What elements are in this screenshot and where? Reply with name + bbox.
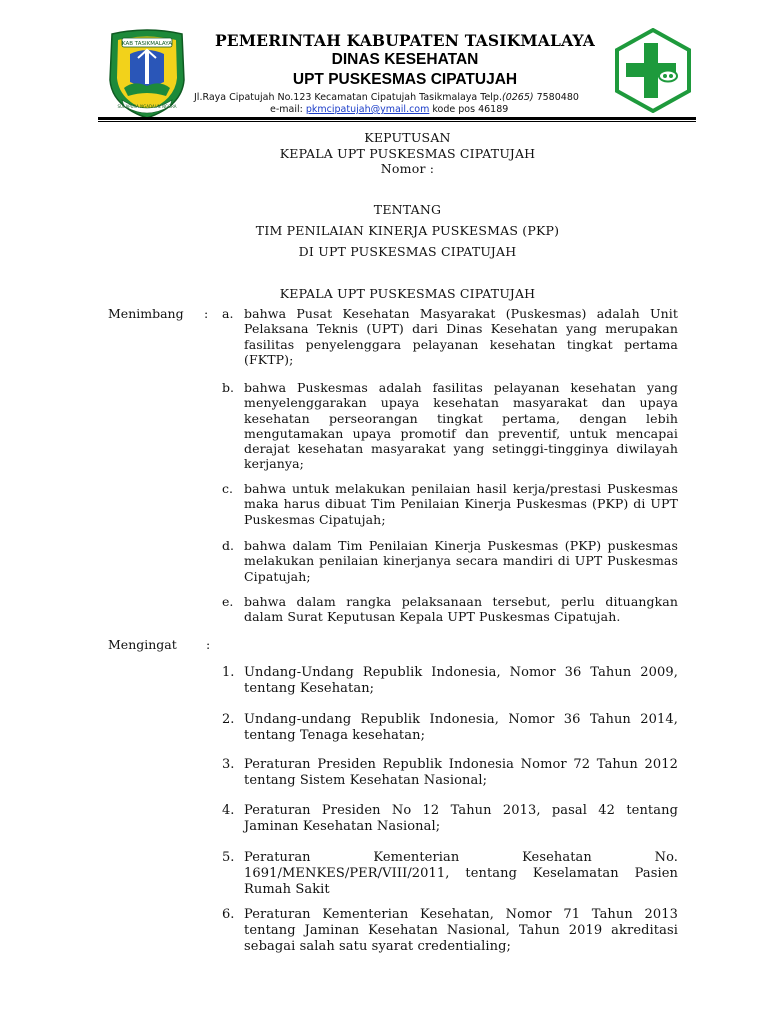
unit-name: UPT PUSKESMAS CIPATUJAH bbox=[292, 71, 518, 88]
menimbang-letter: c. bbox=[222, 481, 233, 496]
phone-area-code: (0265) bbox=[501, 92, 534, 103]
menimbang-item: bahwa Puskesmas adalah fasilitas pelayanan kesehatan yang menyelenggarakan upaya kesehatan masyarakat dan upaya kesehatan perseorangan tingkat pertama, dengan lebih mengutamakan upaya promotif dan preventif, untuk mencapai derajat kesehatan masyarakat yang setinggi-tingginya diwilayah kerjanya; bbox=[244, 380, 678, 472]
address-line bbox=[194, 92, 614, 103]
puskesmas-logo bbox=[613, 28, 693, 113]
department-name: DINAS KESEHATAN bbox=[331, 51, 479, 68]
mengingat-number: 5. bbox=[222, 850, 235, 865]
mengingat-item: Undang-Undang Republik Indonesia, Nomor 36 Tahun 2009, tentang Kesehatan; bbox=[244, 665, 678, 696]
decree-issuer-repeat: KEPALA UPT PUSKESMAS CIPATUJAH bbox=[279, 286, 536, 301]
mengingat-item: Peraturan Kementerian Kesehatan No. 1691/MENKES/PER/VIII/2011, tentang Keselamatan Pasien Rumah Sakit bbox=[244, 850, 678, 897]
email-label: e-mail: bbox=[270, 104, 306, 115]
svg-text:KAB TASIKMALAYA: KAB TASIKMALAYA bbox=[122, 41, 172, 47]
decree-number: Nomor : bbox=[380, 161, 435, 176]
mengingat-item: Peraturan Presiden No 12 Tahun 2013, pasal 42 tentang Jaminan Kesehatan Nasional; bbox=[244, 803, 678, 834]
menimbang-item: bahwa dalam rangka pelaksanaan tersebut, perlu dituangkan dalam Surat Keputusan Kepala UPT Puskesmas Cipatujah. bbox=[244, 594, 678, 625]
mengingat-item: Undang-undang Republik Indonesia, Nomor 36 Tahun 2014, tentang Tenaga kesehatan; bbox=[244, 712, 678, 743]
decree-about: TENTANG bbox=[373, 202, 442, 217]
mengingat-number: 3. bbox=[222, 757, 235, 772]
contact-line bbox=[270, 104, 570, 115]
mengingat-number: 2. bbox=[222, 712, 235, 727]
menimbang-letter: a. bbox=[222, 306, 234, 321]
decree-title: KEPUTUSAN bbox=[364, 130, 451, 145]
address-text: Jl.Raya Cipatujah No.123 Kecamatan Cipatujah Tasikmalaya Telp. bbox=[194, 92, 502, 103]
decree-subject-line1: TIM PENILAIAN KINERJA PUSKESMAS (PKP) bbox=[255, 223, 560, 238]
menimbang-item: bahwa untuk melakukan penilaian hasil kerja/prestasi Puskesmas maka harus dibuat Tim Penilaian Kinerja Puskesmas (PKP) di UPT Puskesmas Cipatujah; bbox=[244, 481, 678, 527]
menimbang-item: bahwa Pusat Kesehatan Masyarakat (Puskesmas) adalah Unit Pelaksana Teknis (UPT) dari Dinas Kesehatan yang merupakan fasilitas penyelenggara pelayanan kesehatan tingkat pertama (FKTP); bbox=[244, 306, 678, 367]
mengingat-colon: : bbox=[206, 637, 211, 652]
menimbang-colon: : bbox=[204, 306, 209, 321]
menimbang-label: Menimbang bbox=[108, 306, 184, 321]
decree-issuer: KEPALA UPT PUSKESMAS CIPATUJAH bbox=[279, 146, 536, 161]
mengingat-label: Mengingat bbox=[108, 637, 177, 652]
letterhead-divider bbox=[98, 117, 696, 120]
menimbang-letter: b. bbox=[222, 380, 234, 395]
mengingat-number: 1. bbox=[222, 665, 235, 680]
government-name: PEMERINTAH KABUPATEN TASIKMALAYA bbox=[214, 31, 596, 50]
decree-subject-line2: DI UPT PUSKESMAS CIPATUJAH bbox=[298, 244, 517, 259]
phone-number: 7580480 bbox=[533, 92, 579, 103]
mengingat-item: Peraturan Presiden Republik Indonesia Nomor 72 Tahun 2012 tentang Sistem Kesehatan Nasional; bbox=[244, 757, 678, 788]
svg-text:SUKAPURA NGADAUN NGORA: SUKAPURA NGADAUN NGORA bbox=[117, 104, 177, 109]
menimbang-item: bahwa dalam Tim Penilaian Kinerja Puskesmas (PKP) puskesmas melakukan penilaian kinerjanya secara mandiri di UPT Puskesmas Cipatujah; bbox=[244, 538, 678, 584]
menimbang-letter: d. bbox=[222, 538, 234, 553]
mengingat-item: Peraturan Kementerian Kesehatan, Nomor 71 Tahun 2013 tentang Jaminan Kesehatan Nasional, Tahun 2019 akreditasi sebagai salah satu syarat credentialing; bbox=[244, 907, 678, 954]
kabupaten-tasikmalaya-emblem bbox=[104, 28, 190, 120]
mengingat-number: 6. bbox=[222, 907, 235, 922]
mengingat-number: 4. bbox=[222, 803, 235, 818]
menimbang-letter: e. bbox=[222, 594, 234, 609]
email-link[interactable]: pkmcipatujah@ymail.com bbox=[305, 104, 430, 115]
letterhead-divider-thin bbox=[98, 121, 696, 122]
postal-code: kode pos 46189 bbox=[429, 104, 509, 115]
